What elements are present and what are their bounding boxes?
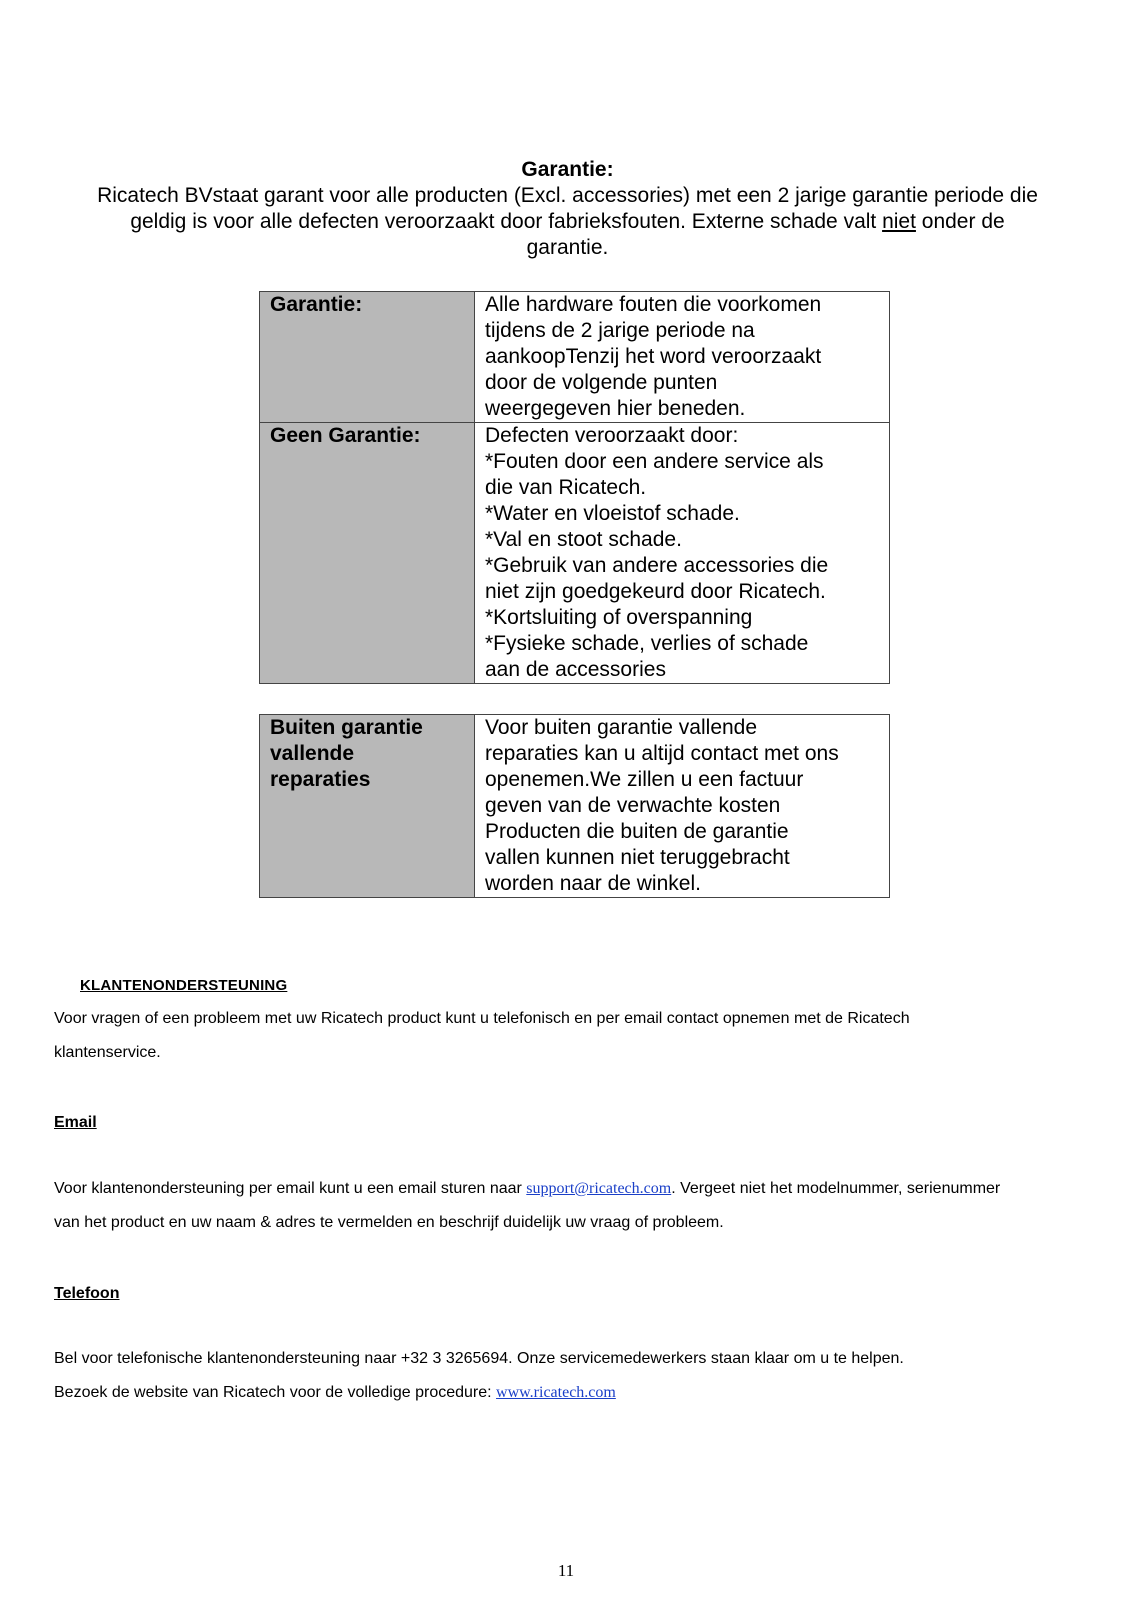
warranty-intro — [50, 183, 1085, 261]
table-row-garantie — [260, 292, 890, 423]
text-line: vallen kunnen niet teruggebracht — [485, 846, 790, 869]
text-line: aan de accessories — [485, 658, 666, 681]
warranty-intro-line-1: Ricatech BVstaat garant voor alle producten (Excl. accessories) met een 2 jarige garantie periode die — [97, 184, 1038, 207]
website-text: Bezoek de website van Ricatech voor de volledige procedure: — [54, 1384, 497, 1401]
text-line: aankoopTenzij het word veroorzaakt — [485, 345, 822, 368]
support-heading: KLANTENONDERSTEUNING — [80, 977, 288, 994]
table-label-geen-garantie: Geen Garantie: — [260, 423, 475, 684]
email-section — [54, 1172, 1094, 1240]
text-line: Defecten veroorzaakt door: — [485, 424, 739, 447]
table-value-geen-garantie — [475, 423, 890, 684]
warranty-intro-line-2 — [50, 209, 1085, 235]
email-text-a: Voor klantenondersteuning per email kunt u een email sturen naar — [54, 1180, 527, 1197]
email-text-line-2: van het product en uw naam & adres te vermelden en beschrijf duidelijk uw vraag of probleem. — [54, 1214, 724, 1231]
text-line: reparaties kan u altijd contact met ons — [485, 742, 839, 765]
text-line: die van Ricatech. — [485, 476, 647, 499]
text-line: Alle hardware fouten die voorkomen — [485, 293, 822, 316]
text-line: vallende — [270, 742, 355, 765]
text-line: *Kortsluiting of overspanning — [485, 606, 753, 629]
warranty-title: Garantie: — [521, 158, 614, 181]
text-line: worden naar de winkel. — [485, 872, 701, 895]
text-line: *Fysieke schade, verlies of schade — [485, 632, 809, 655]
email-heading: Email — [54, 1114, 97, 1131]
phone-text: Bel voor telefonische klantenondersteuning naar +32 3 3265694. Onze servicemedewerkers staan klaar om u te helpen. — [54, 1350, 904, 1367]
table-label-garantie: Garantie: — [260, 292, 475, 423]
table-row-geen-garantie — [260, 423, 890, 684]
text-line: niet zijn goedgekeurd door Ricatech. — [485, 580, 826, 603]
text-line: door de volgende punten — [485, 371, 718, 394]
warranty-table — [259, 291, 890, 684]
text-line: *Water en vloeistof schade. — [485, 502, 740, 525]
phone-heading: Telefoon — [54, 1285, 120, 1302]
warranty-intro-text-b: onder de — [915, 210, 1005, 233]
table-label-buiten-garantie — [260, 715, 475, 898]
warranty-intro-line-3: garantie. — [526, 236, 609, 259]
text-line: weergegeven hier beneden. — [485, 397, 746, 420]
page-number: 11 — [557, 1561, 575, 1580]
warranty-intro-text-a: geldig is voor alle defecten veroorzaakt door fabrieksfouten. Externe schade valt — [130, 210, 883, 233]
text-line: *Fouten door een andere service als — [485, 450, 824, 473]
website-link[interactable]: www.ricatech.com — [496, 1384, 616, 1401]
table-row-buiten-garantie — [260, 715, 890, 898]
text-line: geven van de verwachte kosten — [485, 794, 781, 817]
text-line: *Gebruik van andere accessories die — [485, 554, 829, 577]
phone-section — [54, 1342, 1094, 1410]
email-text-b: . Vergeet niet het modelnummer, serienummer — [671, 1180, 1001, 1197]
email-text-line-1 — [54, 1172, 1094, 1206]
text-line: *Val en stoot schade. — [485, 528, 682, 551]
text-line: Voor buiten garantie vallende — [485, 716, 758, 739]
warranty-section — [50, 157, 1085, 261]
warranty-intro-underlined-word: niet — [882, 210, 916, 233]
table-value-garantie — [475, 292, 890, 423]
table-value-buiten-garantie — [475, 715, 890, 898]
out-of-warranty-table — [259, 714, 890, 898]
text-line: tijdens de 2 jarige periode na — [485, 319, 755, 342]
support-intro-line-1: Voor vragen of een probleem met uw Ricatech product kunt u telefonisch en per email contact opnemen met de Ricatech — [54, 1010, 910, 1027]
text-line: reparaties — [270, 768, 371, 791]
website-text-line — [54, 1376, 1094, 1410]
text-line: openemen.We zillen u een factuur — [485, 768, 804, 791]
email-link[interactable]: support@ricatech.com — [526, 1180, 672, 1197]
support-intro — [54, 1002, 1094, 1070]
text-line: Buiten garantie — [270, 716, 423, 739]
support-intro-line-2: klantenservice. — [54, 1044, 161, 1061]
text-line: Producten die buiten de garantie — [485, 820, 789, 843]
